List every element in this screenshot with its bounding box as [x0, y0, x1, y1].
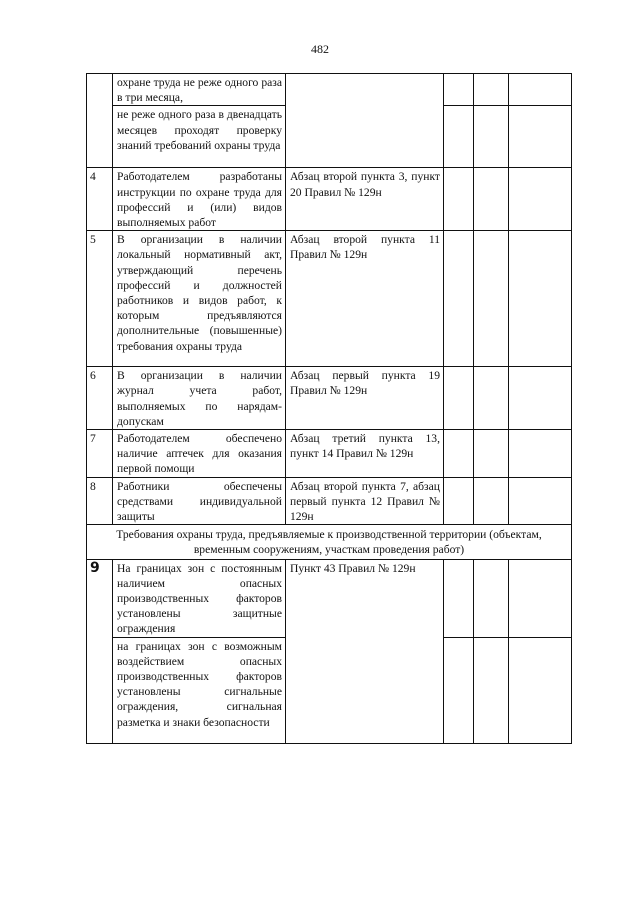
requirement-text: на границах зон с возможным воздействием опасных производственных факторов установлены сигнальные ограждения, сигнальная разметка и знаки безопасности [113, 637, 286, 743]
legal-reference: Абзац второй пункта 7, абзац первый пункта 12 Правил № 129н [286, 477, 444, 525]
answer-yes-cell [444, 637, 474, 743]
row-number [87, 74, 113, 168]
requirement-text: Работники обеспечены средствами индивидуальной защиты [113, 477, 286, 525]
legal-reference: Абзац первый пункта 19 Правил № 129н [286, 367, 444, 430]
note-cell [509, 231, 572, 367]
note-cell [509, 559, 572, 637]
answer-yes-cell [444, 477, 474, 525]
requirement-text: В организации в наличии журнал учета работ, выполняемых по нарядам-допускам [113, 367, 286, 430]
table-row [87, 367, 572, 430]
row-number: 8 [87, 477, 113, 525]
answer-yes-cell [444, 168, 474, 231]
table-row [87, 559, 572, 637]
note-cell [509, 430, 572, 478]
requirement-text: На границах зон с постоянным наличием опасных производственных факторов установлены защитные ограждения [113, 559, 286, 637]
answer-no-cell [474, 231, 509, 367]
answer-no-cell [474, 559, 509, 637]
legal-reference: Абзац второй пункта 11 Правил № 129н [286, 231, 444, 367]
answer-no-cell [474, 106, 509, 168]
table-row [87, 430, 572, 478]
answer-yes-cell [444, 430, 474, 478]
answer-yes-cell [444, 231, 474, 367]
page-number: 482 [311, 42, 329, 56]
table-row [87, 477, 572, 525]
note-cell [509, 168, 572, 231]
requirement-text: В организации в наличии локальный нормативный акт, утверждающий перечень профессий и должностей работников и видов работ, к которым предъявляются дополнительные (повышенные) требования охраны труда [113, 231, 286, 367]
section-heading: Требования охраны труда, предъявляемые к производственной территории (объектам, временным сооружениям, участкам проведения работ) [87, 525, 572, 559]
answer-yes-cell [444, 559, 474, 637]
requirement-text: Работодателем разработаны инструкции по охране труда для профессий и (или) видов выполняемых работ [113, 168, 286, 231]
answer-no-cell [474, 168, 509, 231]
answer-yes-cell [444, 367, 474, 430]
answer-yes-cell [444, 74, 474, 106]
answer-no-cell [474, 430, 509, 478]
answer-yes-cell [444, 106, 474, 168]
checklist-table [86, 73, 572, 744]
answer-no-cell [474, 477, 509, 525]
answer-no-cell [474, 637, 509, 743]
requirement-text: Работодателем обеспечено наличие аптечек для оказания первой помощи [113, 430, 286, 478]
row-number: 4 [87, 168, 113, 231]
legal-reference: Абзац второй пункта 3, пункт 20 Правил № 129н [286, 168, 444, 231]
row-number: 7 [87, 430, 113, 478]
answer-no-cell [474, 74, 509, 106]
row-number: 5 [87, 231, 113, 367]
legal-reference: Абзац третий пункта 13, пункт 14 Правил № 129н [286, 430, 444, 478]
requirement-text: охране труда не реже одного раза в три месяца, [113, 74, 286, 106]
answer-no-cell [474, 367, 509, 430]
section-heading-row [87, 525, 572, 559]
table-row [87, 74, 572, 106]
row-number: 6 [87, 367, 113, 430]
requirement-text: не реже одного раза в двенадцать месяцев проходят проверку знаний требований охраны труда [113, 106, 286, 168]
row-number-handwritten: 9 [90, 559, 100, 576]
note-cell [509, 106, 572, 168]
legal-reference: Пункт 43 Правил № 129н [286, 559, 444, 743]
note-cell [509, 74, 572, 106]
table-row [87, 168, 572, 231]
note-cell [509, 637, 572, 743]
note-cell [509, 367, 572, 430]
note-cell [509, 477, 572, 525]
legal-reference [286, 74, 444, 168]
table-row [87, 231, 572, 367]
row-number [87, 559, 113, 743]
